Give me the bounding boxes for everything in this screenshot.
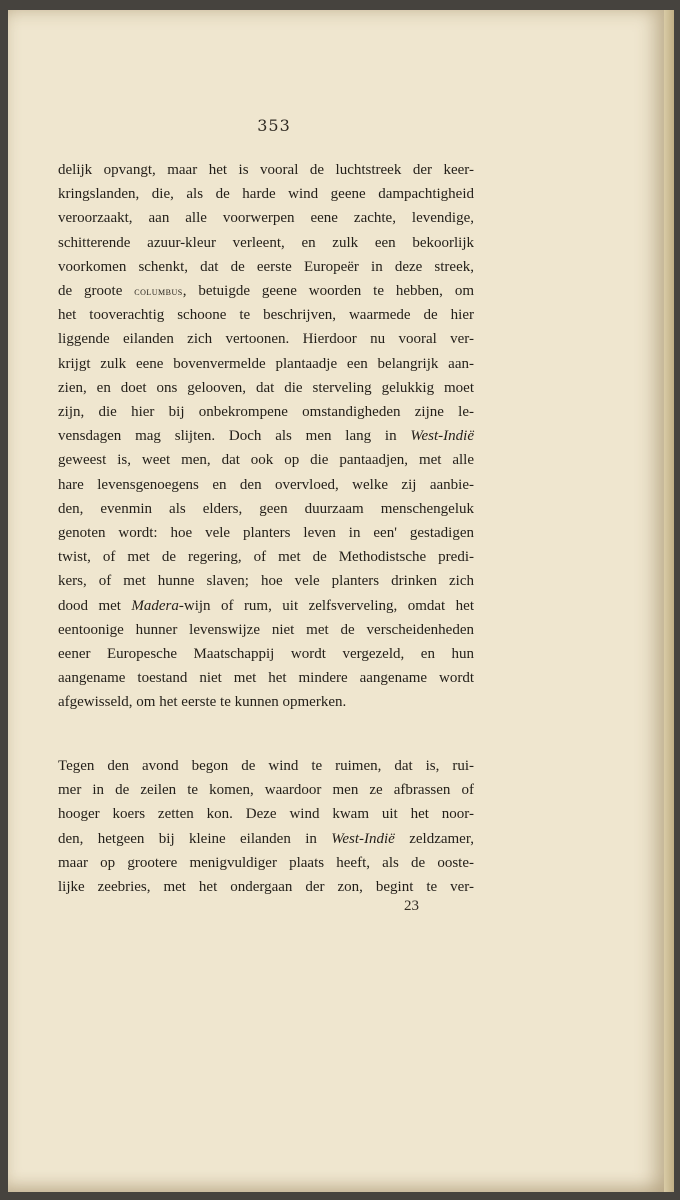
text-run: dood met	[58, 597, 132, 614]
text-line: kringslanden, die, als de harde wind geene dampachtigheid	[58, 186, 474, 203]
text-line: aangename toestand niet met het mindere aangename wordt	[58, 670, 474, 687]
text-line: hooger koers zetten kon. Deze wind kwam uit het noor-	[58, 806, 474, 823]
text-line: den, evenmin als elders, geen duurzaam menschengeluk	[58, 500, 474, 517]
place-west-indie: West-Indië	[331, 830, 395, 847]
text-line: het tooverachtig schoone te beschrijven, waarmede de hier	[58, 307, 474, 324]
text-line: liggende eilanden zich vertoonen. Hierdoor nu vooral ver-	[58, 331, 474, 348]
text-run: , betuigde geene woorden te hebben, om	[182, 283, 474, 300]
text-line: genoten wordt: hoe vele planters leven in een' gestadigen	[58, 525, 474, 542]
text-line: lijke zeebries, met het ondergaan der zon, begint te ver-	[58, 879, 474, 896]
text-line	[58, 594, 474, 618]
paragraph-2	[58, 754, 474, 899]
text-line: maar op grootere menigvuldiger plaats heeft, als de ooste-	[58, 854, 474, 871]
text-run: den, hetgeen bij kleine eilanden in	[58, 830, 332, 847]
text-line: zijn, die hier bij onbekrompene omstandigheden zijne le-	[58, 404, 474, 421]
wine-madera: Madera	[131, 597, 179, 614]
text-line	[58, 424, 474, 448]
text-line: veroorzaakt, aan alle voorwerpen eene zachte, levendige,	[58, 210, 474, 227]
text-line: schitterende azuur-kleur verleent, en zulk een bekoorlijk	[58, 234, 474, 251]
text-line	[58, 279, 474, 303]
text-run: de groote	[58, 283, 135, 300]
signature-mark: 23	[404, 898, 419, 914]
page-edge	[664, 10, 674, 1192]
text-line: twist, of met de regering, of met de Methodistsche predi-	[58, 549, 474, 566]
text-line: voorkomen schenkt, dat de eerste Europeër in deze streek,	[58, 258, 474, 275]
text-line: Tegen den avond begon de wind te ruimen, dat is, rui-	[58, 758, 474, 774]
text-line: krijgt zulk eene bovenvermelde plantaadje een belangrijk aan-	[58, 355, 474, 372]
text-line: mer in de zeilen te komen, waardoor men ze afbrassen of	[58, 782, 474, 799]
text-run: -wijn of rum, uit zelfsverveling, omdat het	[178, 597, 474, 614]
text-line	[58, 827, 474, 851]
paragraph-1	[58, 158, 474, 715]
name-columbus: columbus	[134, 284, 183, 299]
place-west-indie: West-Indië	[410, 428, 474, 445]
text-run: zeldzamer,	[394, 830, 474, 847]
text-line: hare levensgenoegens en den overvloed, welke zij aanbie-	[58, 476, 474, 493]
text-line: eentoonige hunner levenswijze niet met de verscheidenheden	[58, 621, 474, 638]
text-line: delijk opvangt, maar het is vooral de luchtstreek der keer-	[58, 162, 474, 178]
text-line: afgewisseld, om het eerste te kunnen opmerken.	[58, 694, 347, 711]
text-line: zien, en doet ons gelooven, dat die sterveling gelukkig moet	[58, 379, 474, 396]
text-line: eener Europesche Maatschappij wordt vergezeld, en hun	[58, 646, 474, 663]
text-line: geweest is, weet men, dat ook op die pantaadjen, met alle	[58, 452, 474, 469]
text-line: kers, of met hunne slaven; hoe vele planters drinken zich	[58, 573, 474, 590]
text-run: vensdagen mag slijten. Doch als men lang in	[58, 428, 411, 445]
page-number: 353	[257, 116, 291, 135]
